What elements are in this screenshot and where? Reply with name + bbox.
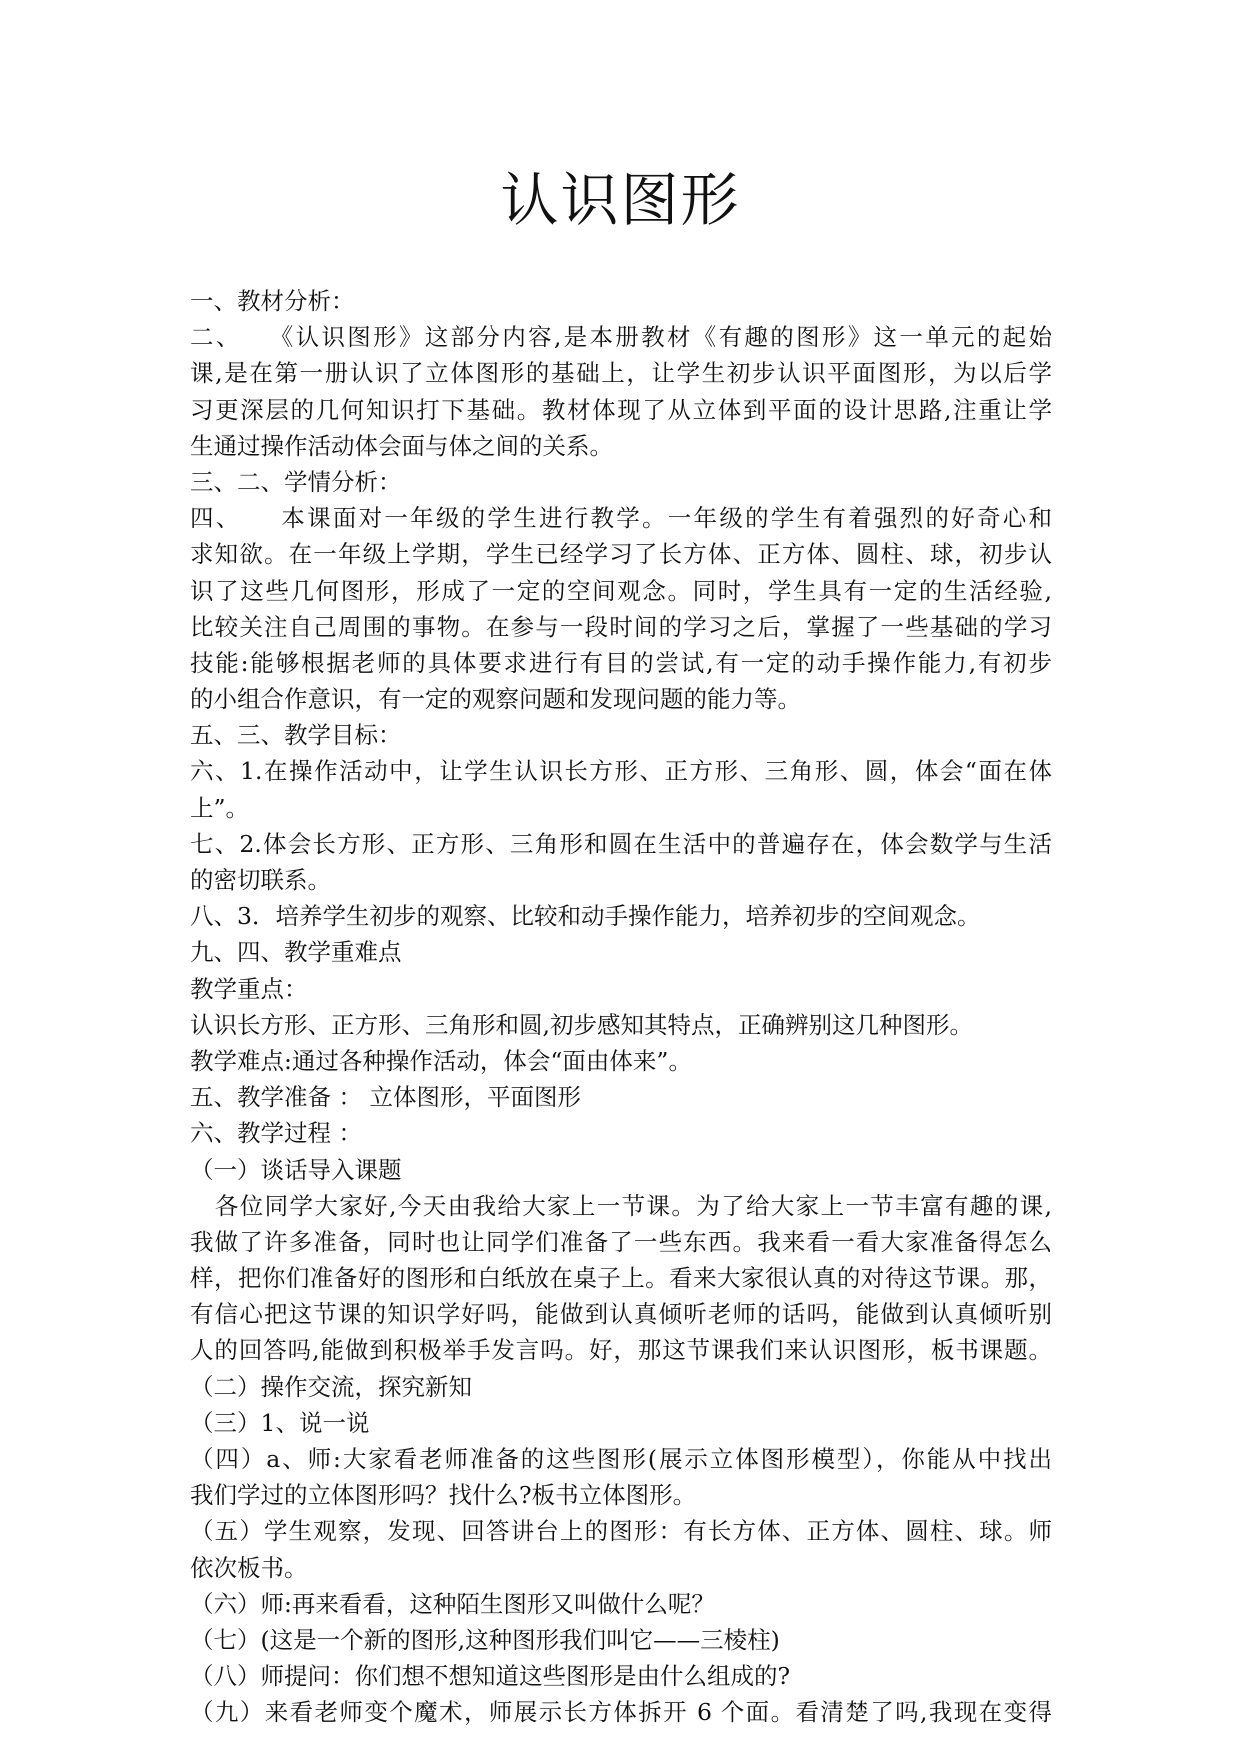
text-line: （三）1、说一说 <box>190 1408 370 1437</box>
text-line: 技能:能够根据老师的具体要求进行有目的尝试,有一定的动手操作能力,有初步 <box>190 648 1052 677</box>
text-line: 一、教材分析： <box>190 287 355 315</box>
text-line: （二）操作交流，探究新知 <box>190 1372 472 1401</box>
text-line: 识了这些几何图形，形成了一定的空间观念。同时，学生具有一定的生活经验, <box>190 576 1052 605</box>
text-line: （七）(这是一个新的图形,这种图形我们叫它——三棱柱) <box>190 1625 780 1654</box>
document-title: 认识图形 <box>500 166 741 234</box>
text-line: 五、三、教学目标： <box>190 721 402 750</box>
text-line: 七、2.体会长方形、正方形、三角形和圆在生活中的普遍存在，体会数学与生活 <box>190 829 1052 858</box>
text-line: 六、1.在操作活动中，让学生认识长方形、正方形、三角形、圆，体会“面在体 <box>190 757 1052 786</box>
text-line: （八）师提问：你们想不想知道这些图形是由什么组成的? <box>190 1662 791 1691</box>
document-body <box>190 283 1052 1731</box>
text-line: 八、3．培养学生初步的观察、比较和动手操作能力，培养初步的空间观念。 <box>190 902 981 931</box>
text-line: 上”。 <box>190 793 250 822</box>
text-line: 的密切联系。 <box>190 866 331 894</box>
text-line: 教学难点:通过各种操作活动，体会“面由体来”。 <box>190 1046 692 1075</box>
text-line: 我们学过的立体图形吗？找什么?板书立体图形。 <box>190 1481 697 1510</box>
text-line: 的小组合作意识，有一定的观察问题和发现问题的能力等。 <box>190 685 801 714</box>
text-line: 课,是在第一册认识了立体图形的基础上，让学生初步认识平面图形，为以后学 <box>190 359 1052 388</box>
text-line: 依次板书。 <box>190 1553 308 1582</box>
text-line: （一）谈话导入课题 <box>190 1155 402 1184</box>
text-line: 教学重点： <box>190 974 308 1003</box>
text-line: 比较关注自己周围的事物。在参与一段时间的学习之后，掌握了一些基础的学习 <box>190 612 1052 641</box>
text-line: 生通过操作活动体会面与体之间的关系。 <box>190 431 613 460</box>
text-line: 四、 本课面对一年级的学生进行教学。一年级的学生有着强烈的好奇心和 <box>190 504 1052 533</box>
text-line: 二、 《认识图形》这部分内容,是本册教材《有趣的图形》这一单元的起始 <box>190 323 1052 352</box>
text-line: （六）师:再来看看，这种陌生图形又叫做什么呢？ <box>190 1589 715 1618</box>
text-line: 三、二、学情分析： <box>190 467 402 496</box>
text-line: （四）a、师:大家看老师准备的这些图形(展示立体图形模型），你能从中找出 <box>190 1445 1052 1473</box>
text-line: （五）学生观察，发现、回答讲台上的图形：有长方体、正方体、圆柱、球。师 <box>190 1517 1052 1546</box>
text-line: 各位同学大家好,今天由我给大家上一节课。为了给大家上一节丰富有趣的课, <box>190 1191 1052 1220</box>
text-line: 我做了许多准备，同时也让同学们准备了一些东西。我来看一看大家准备得怎么 <box>190 1227 1052 1256</box>
text-line: 九、四、教学重难点 <box>190 938 402 967</box>
text-line: 习更深层的几何知识打下基础。教材体现了从立体到平面的设计思路,注重让学 <box>190 395 1052 424</box>
text-line: 样，把你们准备好的图形和白纸放在桌子上。看来大家很认真的对待这节课。那， <box>190 1264 1052 1293</box>
text-line: （九）来看老师变个魔术，师展示长方体拆开 6 个面。看清楚了吗,我现在变得 <box>190 1698 1052 1727</box>
text-line: 六、教学过程 ： <box>190 1119 362 1148</box>
text-line: 认识长方形、正方形、三角形和圆,初步感知其特点，正确辨别这几种图形。 <box>190 1010 973 1039</box>
text-line: 有信心把这节课的知识学好吗，能做到认真倾听老师的话吗，能做到认真倾听别 <box>190 1300 1052 1329</box>
text-line: 人的回答吗,能做到积极举手发言吗。好，那这节课我们来认识图形，板书课题。 <box>190 1336 1052 1365</box>
text-line: 五、教学准备 ： 立体图形，平面图形 <box>190 1083 581 1112</box>
text-line: 求知欲。在一年级上学期，学生已经学习了长方体、正方体、圆柱、球，初步认 <box>190 540 1052 569</box>
